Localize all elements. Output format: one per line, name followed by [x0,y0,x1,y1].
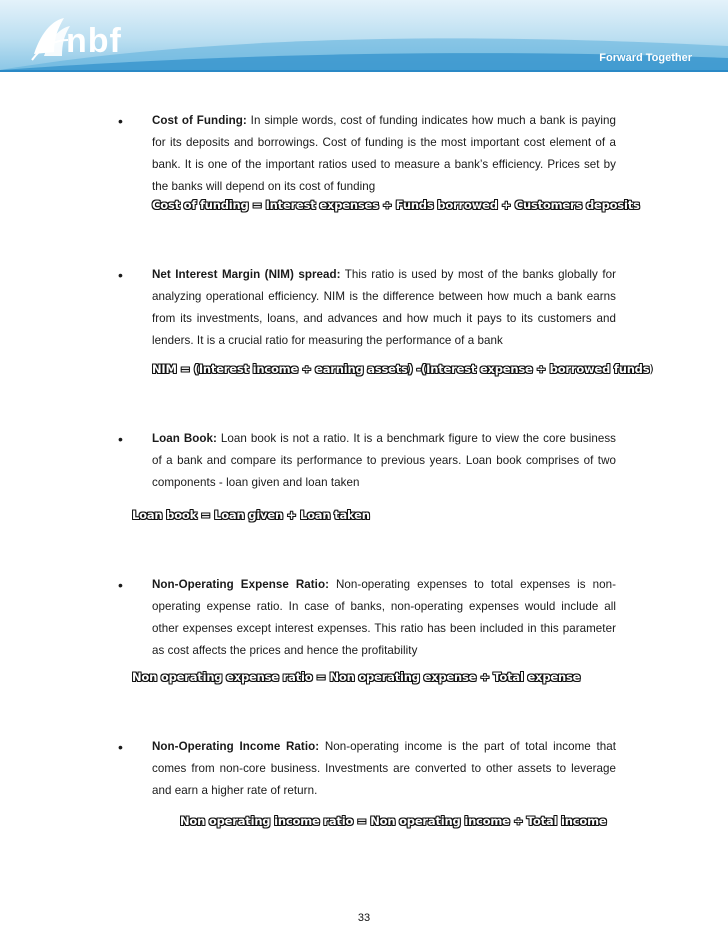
bullet-icon: • [118,113,123,129]
bullet-icon: • [118,267,123,283]
term-label: Cost of Funding: [152,114,247,127]
paragraph [152,264,616,352]
term-description: In simple words, cost of funding indicates how much a bank is paying for its deposits and borrowings. Cost of funding is the most important cost element of a bank. It is one of the important ratios used to measure a bank’s efficiency. Prices set by the banks will depend on its cost of funding [152,114,616,193]
logo-wordmark: nbf [66,22,122,60]
header-tagline: Forward Together [599,52,692,64]
paragraph [152,736,616,802]
bullet-icon: • [118,739,123,755]
formula [132,508,370,522]
formula [180,814,606,828]
formula-text: Non operating income ratio = Non operating income ÷ Total income [180,814,607,828]
formula [132,670,580,684]
formula [152,198,640,212]
bullet-icon: • [118,577,123,593]
paragraph [152,110,616,198]
term-description: Non-operating income is the part of total income that comes from non-core business. Investments are converted to other assets to leverage and earn a higher rate of return. [152,740,616,797]
term-description: Non-operating expenses to total expenses is non-operating expense ratio. In case of banks, non-operating expenses would include all other expenses except interest expenses. This ratio has been included in this parameter as cost affects the prices and hence the profitability [152,578,616,657]
term-label: Loan Book: [152,432,217,445]
term-description: This ratio is used by most of the banks globally for analyzing operational efficiency. NIM is the difference between how much a bank earns from its investments, loans, and advances and how much it pays to its customers and lenders. It is a crucial ratio for measuring the performance of a bank [152,268,617,347]
term-label: Net Interest Margin (NIM) spread: [152,268,341,281]
formula-tail: ) [649,362,654,376]
header-divider [0,70,728,72]
term-description: Loan book is not a ratio. It is a benchmark figure to view the core business of a bank and compare its performance to previous years. Loan book comprises of two components - loan given and loan taken [152,432,617,489]
formula-text: Loan book = Loan given + Loan taken [132,508,370,522]
term-label: Non-Operating Income Ratio: [152,740,320,753]
bullet-icon: • [118,431,123,447]
formula-text: Cost of funding = Interest expenses ÷ Funds borrowed + Customers deposits [152,198,640,212]
formula-text: Non operating expense ratio = Non operating expense ÷ Total expense [132,670,581,684]
term-label: Non-Operating Expense Ratio: [152,578,329,591]
page-number: 33 [357,912,371,924]
paragraph [152,428,616,494]
paragraph [152,574,616,662]
formula [152,362,654,376]
formula-text: NIM = (Interest income ÷ earning assets) -(Interest expense ÷ borrowed funds [152,362,650,376]
